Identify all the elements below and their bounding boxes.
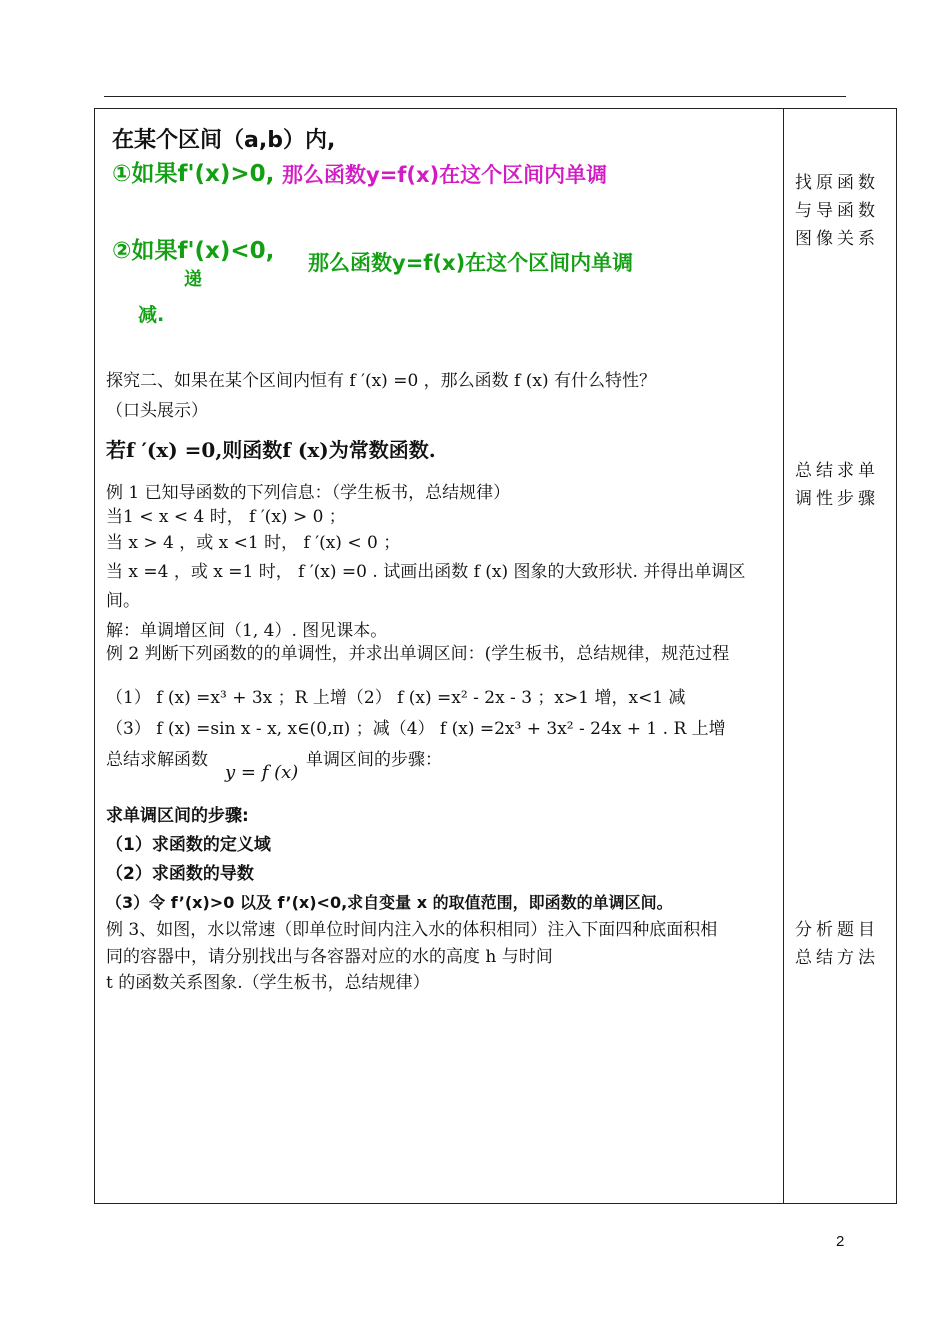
interval-intro: 在某个区间（a,b）内, [112,128,336,153]
example-two-line: （3） f (x) =sin x - x, x∈(0,π) ；减（4） f (x) =2x³ + 3x² - 24x + 1 . R 上增 [106,719,726,739]
step-item: （2）求函数的导数 [106,864,254,884]
example-one-line: 例 1 已知导函数的下列信息：（学生板书，总结规律） [106,483,511,503]
example-three-line: 同的容器中，请分别找出与各容器对应的水的高度 h 与时间 [106,947,553,967]
example-two-line: （1） f (x) =x³ + 3x ；R 上增（2） f (x) =x² - 2x - 3 ；x>1 增，x<1 减 [106,688,686,708]
example-one-solution: 解：单调增区间（1, 4）. 图见课本。 [106,621,388,641]
explore-two-note: （口头展示） [106,401,208,421]
example-two-summary-formula: y = f (x) [225,762,299,783]
side-note-analyze-method: 分析题目总结方法 [795,920,879,968]
side-note-summary-steps: 总结求单调性步骤 [795,461,879,509]
page-number: 2 [836,1233,845,1250]
example-two-line: 例 2 判断下列函数的的单调性，并求出单调区间：(学生板书，总结规律，规范过程 [106,644,730,664]
example-one-line: 当 x > 4 ，或 x <1 时， f ′(x) < 0 ； [106,533,401,553]
example-one-line: 当 x =4 ，或 x =1 时， f ′(x) =0 . 试画出函数 f (x) 图象的大致形状. 并得出单调区 [106,562,746,582]
steps-title: 求单调区间的步骤: [106,806,249,826]
example-three-line: 例 3、如图，水以常速（即单位时间内注入水的体积相同）注入下面四种底面积相 [106,920,718,940]
header-rule [104,96,846,97]
explore-two-answer: 若f ′(x) =0,则函数f (x)为常数函数. [106,438,436,462]
side-note-graph-relation: 找原函数与导函数图像关系 [795,173,879,249]
example-one-line: 当1 < x < 4 时， f ′(x) > 0 ； [106,507,346,527]
increasing-word: 递 [184,269,202,290]
example-three-line: t 的函数关系图象.（学生板书，总结规律） [106,973,430,993]
decreasing-condition: ②如果f'(x)<0, [112,238,275,264]
example-two-summary-prefix: 总结求解函数 [106,750,208,770]
example-two-summary-suffix: 单调区间的步骤： [306,750,442,770]
increasing-condition: ①如果f'(x)>0, [112,161,275,187]
example-one-line: 间。 [106,591,140,611]
step-item: （3）令 f’(x)>0 以及 f’(x)<0,求自变量 x 的取值范围，即函数的单调区间。 [106,893,673,912]
increasing-conclusion: 那么函数y=f(x)在这个区间内单调 [282,163,608,187]
decreasing-word: 减. [138,304,165,326]
step-item: （1）求函数的定义域 [106,835,271,855]
side-notes-cell [783,108,897,1204]
explore-two-question: 探究二、如果在某个区间内恒有 f ′(x) =0 ，那么函数 f (x) 有什么特性？ [106,371,657,391]
decreasing-conclusion: 那么函数y=f(x)在这个区间内单调 [308,251,634,275]
